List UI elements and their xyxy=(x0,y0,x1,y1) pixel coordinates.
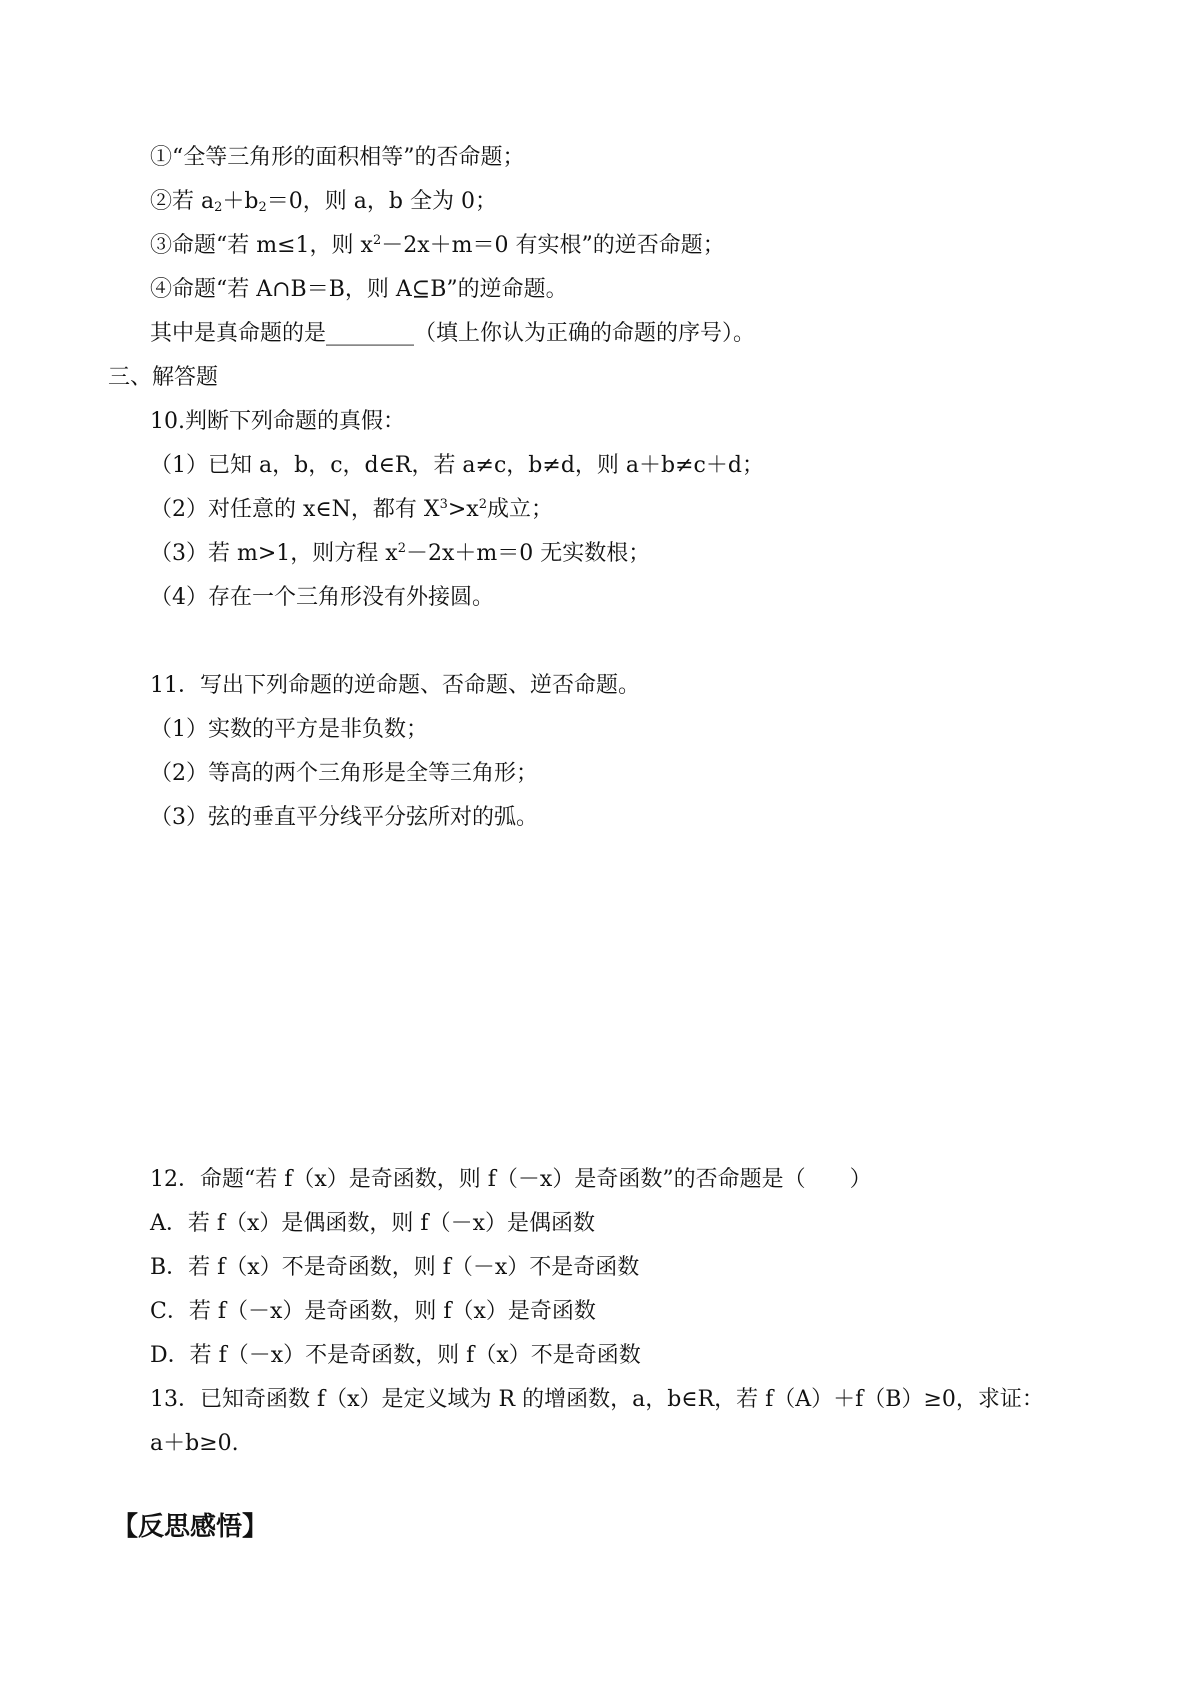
q9-item-1: ①“全等三角形的面积相等”的否命题； xyxy=(150,145,525,170)
q10-part-4: （4）存在一个三角形没有外接圆。 xyxy=(150,585,494,610)
q9-answer-prompt: 其中是真命题的是________（填上你认为正确的命题的序号）。 xyxy=(150,321,756,346)
q10-stem: 10.判断下列命题的真假： xyxy=(150,409,405,434)
q10-part-3: （3）若 m>1，则方程 $x^2-2x+m=0$ 无实数根； xyxy=(150,541,651,566)
q12-stem: 12．命题“若 f（x）是奇函数，则 f（－x）是奇函数”的否命题是（ ） xyxy=(150,1167,872,1192)
q9-item-4: ④命题“若 A∩B＝B，则 A⊆B”的逆命题。 xyxy=(150,277,568,302)
q12-option-c: C．若 f（－x）是奇函数，则 f（x）是奇函数 xyxy=(150,1299,596,1324)
section-heading-answers: 三、解答题 xyxy=(108,365,219,390)
q9-item-2: ②若 $a_2+b_2=0$，则 a，b 全为 0； xyxy=(150,189,497,215)
q11-part-2: （2）等高的两个三角形是全等三角形； xyxy=(150,761,538,786)
q11-part-1: （1）实数的平方是非负数； xyxy=(150,717,428,742)
q10-part-2: （2）对任意的 x∈N，都有 $X^3>x^2$成立； xyxy=(150,497,554,522)
reflection-heading: 【反思感悟】 xyxy=(112,1512,269,1542)
q13-line-1: 13．已知奇函数 f（x）是定义域为 R 的增函数，a，b∈R，若 f（A）＋f（B）≥0，求证： xyxy=(150,1387,1044,1412)
q12-option-d: D．若 f（－x）不是奇函数，则 f（x）不是奇函数 xyxy=(150,1343,641,1368)
q10-part-1: （1）已知 a，b，c，d∈R，若 a≠c，b≠d，则 a＋b≠c＋d； xyxy=(150,453,764,478)
q13-line-2: a＋b≥0. xyxy=(150,1431,239,1456)
q12-option-a: A．若 f（x）是偶函数，则 f（－x）是偶函数 xyxy=(150,1211,595,1236)
q12-option-b: B．若 f（x）不是奇函数，则 f（－x）不是奇函数 xyxy=(150,1255,640,1280)
q11-part-3: （3）弦的垂直平分线平分弦所对的弧。 xyxy=(150,805,538,830)
q9-item-3: ③命题“若 m≤1，则 $x^2-2x+m=0$ 有实根”的逆否命题； xyxy=(150,233,725,258)
q11-stem: 11．写出下列命题的逆命题、否命题、逆否命题。 xyxy=(150,673,640,698)
